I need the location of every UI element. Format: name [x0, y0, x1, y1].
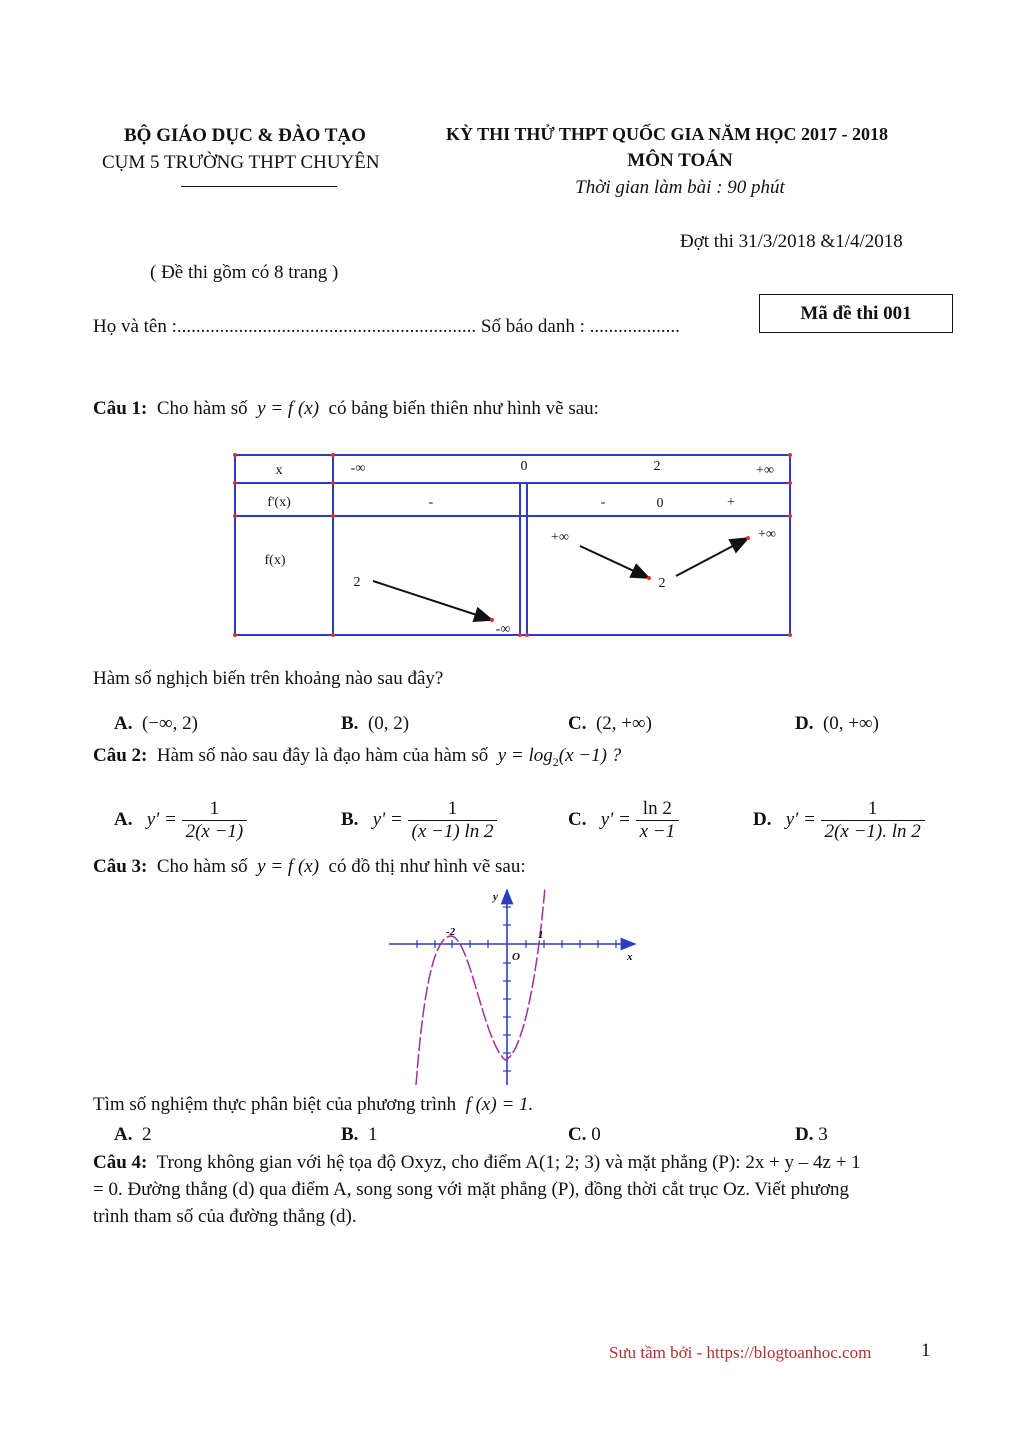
- option-label: C.: [568, 1124, 587, 1145]
- function-curve: [416, 887, 545, 1085]
- q3-option-c[interactable]: [568, 1124, 601, 1146]
- question-4-line3: trình tham số của đường thẳng (d).: [93, 1206, 357, 1227]
- stem-text: Cho hàm số: [156, 398, 248, 419]
- q2-option-b[interactable]: [341, 798, 497, 843]
- exam-date: Đợt thi 31/3/2018 &1/4/2018: [680, 231, 903, 252]
- option-label: A.: [114, 1124, 133, 1145]
- q3-option-a[interactable]: [114, 1124, 151, 1146]
- fp-zero: 0: [656, 496, 664, 511]
- question-4-line2: = 0. Đường thẳng (d) qua điểm A, song song với mặt phẳng (P), đồng thời cắt trục Oz. Viết phương: [93, 1179, 850, 1200]
- q1-option-a[interactable]: [114, 713, 198, 735]
- option-label: D.: [795, 713, 814, 734]
- option-label: B.: [341, 713, 359, 734]
- subject: MÔN TOÁN: [627, 150, 733, 171]
- numerator: 1: [821, 798, 925, 821]
- question-2-stem: [93, 745, 621, 770]
- numerator: 1: [182, 798, 248, 821]
- question-3-ask: [93, 1094, 533, 1116]
- option-text: 0: [591, 1124, 601, 1145]
- page-count: ( Đề thi gồm có 8 trang ): [150, 262, 339, 283]
- denominator: 2(x −1). ln 2: [824, 821, 921, 842]
- option-lhs: y' =: [785, 808, 816, 830]
- f-value: -∞: [495, 622, 511, 637]
- denominator: x −1: [639, 821, 676, 842]
- fraction: [821, 798, 925, 843]
- q2-option-c[interactable]: [568, 798, 679, 843]
- name-line: Họ và tên :............................................................... Số báo danh : ...................: [93, 316, 680, 337]
- question-4-line1: [93, 1152, 861, 1174]
- x-value: 2: [653, 459, 661, 474]
- question-label: Câu 3:: [93, 856, 148, 877]
- option-text: 3: [818, 1124, 828, 1145]
- question-1-stem: [93, 398, 599, 420]
- row-label-f: f(x): [264, 553, 286, 568]
- option-label: C.: [568, 808, 587, 830]
- function-graph: [385, 885, 640, 1090]
- stem-text: có bảng biến thiên như hình vẽ sau:: [328, 398, 599, 419]
- formula: (x −1) ?: [558, 745, 622, 766]
- fp-sign: -: [600, 495, 606, 510]
- header-divider: [181, 186, 337, 187]
- stem-text: Hàm số nào sau đây là đạo hàm của hàm số: [156, 745, 489, 766]
- y-axis-label: y: [493, 891, 498, 903]
- row-label-fp: f'(x): [267, 495, 291, 510]
- option-text: 2: [141, 1124, 152, 1145]
- f-value: +∞: [758, 527, 776, 542]
- formula: y = f (x): [257, 398, 320, 419]
- option-label: B.: [341, 808, 359, 830]
- option-label: C.: [568, 713, 587, 734]
- option-text: (0, 2): [367, 713, 410, 734]
- option-label: A.: [114, 808, 133, 830]
- decrease-arrow: [580, 546, 649, 578]
- increase-arrow: [676, 538, 748, 576]
- denominator: 2(x −1): [185, 821, 244, 842]
- option-text: 1: [367, 1124, 378, 1145]
- fraction: [636, 798, 680, 843]
- question-1-ask: Hàm số nghịch biến trên khoảng nào sau đây?: [93, 668, 444, 689]
- q3-option-d[interactable]: [795, 1124, 828, 1146]
- option-lhs: y' =: [372, 808, 403, 830]
- x-value: -∞: [350, 461, 366, 476]
- f-value: 2: [353, 575, 361, 590]
- stem-text: Tìm số nghiệm thực phân biệt của phương trình: [93, 1094, 457, 1115]
- exam-code-box: [759, 294, 953, 333]
- exam-code: Mã đề thi 001: [800, 302, 912, 324]
- stem-text: Cho hàm số: [156, 856, 248, 877]
- ministry-name: BỘ GIÁO DỤC & ĐÀO TẠO: [124, 125, 366, 146]
- fp-sign: +: [727, 495, 735, 510]
- f-value: +∞: [551, 530, 569, 545]
- option-label: B.: [341, 1124, 359, 1145]
- tick-label: 1: [538, 929, 544, 941]
- source-credit: Sưu tầm bởi - https://blogtoanhoc.com: [609, 1343, 872, 1362]
- decrease-arrow: [373, 581, 492, 620]
- question-3-stem: [93, 856, 526, 878]
- stem-text: Trong không gian với hệ tọa độ Oxyz, cho điểm A(1; 2; 3) và mặt phẳng (P): 2x + y – 4z + 1: [156, 1152, 861, 1173]
- row-label-x: x: [275, 463, 283, 478]
- time-limit: Thời gian làm bài : 90 phút: [575, 177, 785, 198]
- numerator: 1: [408, 798, 498, 821]
- numerator: ln 2: [636, 798, 680, 821]
- question-label: Câu 4:: [93, 1152, 148, 1173]
- q3-option-b[interactable]: [341, 1124, 377, 1146]
- x-value: +∞: [756, 463, 774, 478]
- variation-table: [230, 450, 795, 640]
- q1-option-c[interactable]: [568, 713, 652, 735]
- log-base: 2: [552, 754, 559, 769]
- exam-title: KỲ THI THỬ THPT QUỐC GIA NĂM HỌC 2017 - 2018: [446, 124, 889, 144]
- x-value: 0: [520, 459, 528, 474]
- option-text: (−∞, 2): [141, 713, 198, 734]
- q2-option-d[interactable]: [753, 798, 925, 843]
- x-axis-label: x: [627, 951, 633, 963]
- formula: y = log: [497, 745, 553, 766]
- option-label: A.: [114, 713, 133, 734]
- option-label: D.: [753, 808, 772, 830]
- question-label: Câu 1:: [93, 398, 148, 419]
- option-lhs: y' =: [146, 808, 177, 830]
- option-lhs: y' =: [600, 808, 631, 830]
- fraction: [408, 798, 498, 843]
- stem-text: có đồ thị như hình vẽ sau:: [328, 856, 526, 877]
- f-value: 2: [658, 576, 666, 591]
- q1-option-b[interactable]: [341, 713, 409, 735]
- q1-option-d[interactable]: [795, 713, 879, 735]
- q2-option-a[interactable]: [114, 798, 247, 843]
- origin-label: O: [512, 951, 520, 963]
- option-text: (2, +∞): [595, 713, 652, 734]
- formula: f (x) = 1.: [465, 1094, 534, 1115]
- denominator: (x −1) ln 2: [411, 821, 494, 842]
- tick-label: -2: [446, 926, 456, 938]
- option-label: D.: [795, 1124, 814, 1145]
- fraction: [182, 798, 248, 843]
- fp-sign: -: [428, 495, 434, 510]
- school-cluster: CỤM 5 TRƯỜNG THPT CHUYÊN: [102, 152, 380, 173]
- page-number: 1: [921, 1340, 931, 1361]
- formula: y = f (x): [257, 856, 320, 877]
- option-text: (0, +∞): [822, 713, 879, 734]
- question-label: Câu 2:: [93, 745, 148, 766]
